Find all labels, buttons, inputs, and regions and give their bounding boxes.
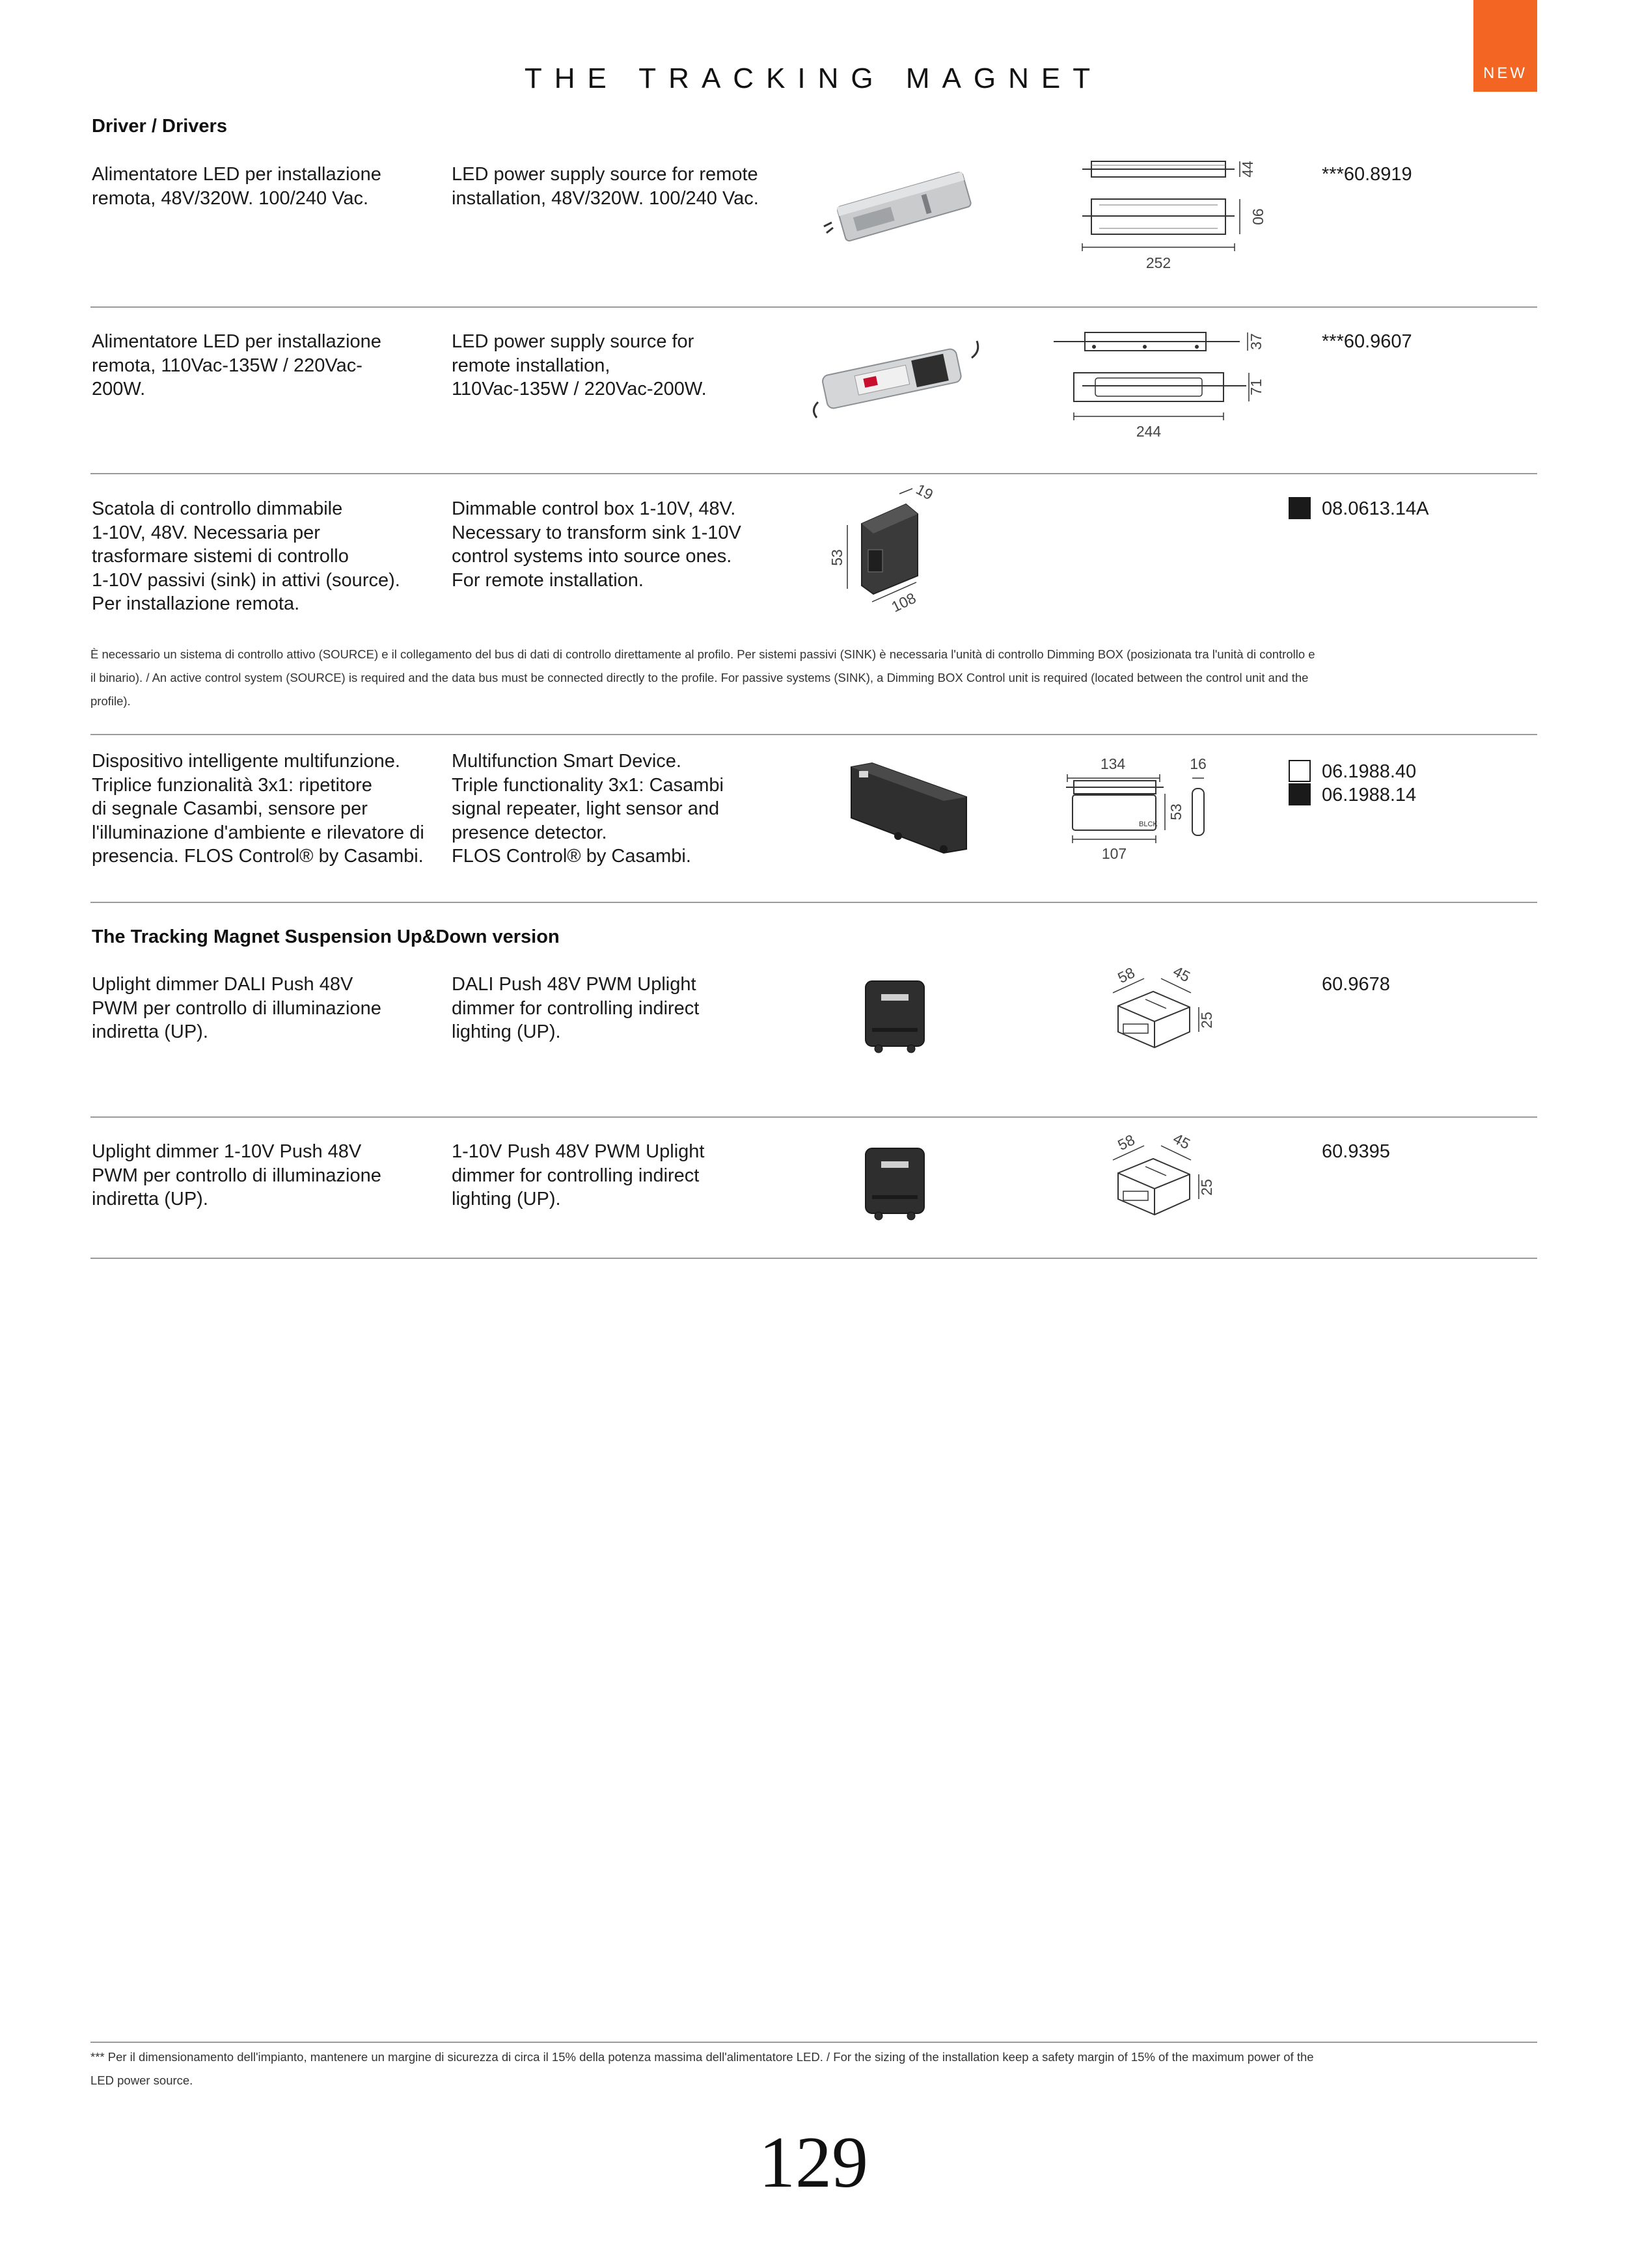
product-5-code: 60.9678	[1322, 974, 1390, 995]
product-4-dim-bottom: 107	[1101, 845, 1127, 862]
product-5-italian: Uplight dimmer DALI Push 48V PWM per controllo di illuminazione indiretta (UP).	[92, 974, 381, 1042]
footnote-divider	[90, 2042, 1537, 2043]
product-5-photo	[859, 976, 931, 1057]
product-6-drawing	[1106, 1129, 1237, 1231]
product-4-dim-depth: 16	[1190, 755, 1207, 772]
product-2-photo	[810, 338, 986, 423]
product-6-code: 60.9395	[1322, 1141, 1390, 1162]
page-title: THE TRACKING MAGNET	[524, 62, 1103, 94]
divider	[90, 473, 1537, 474]
product-3-english: Dimmable control box 1-10V, 48V. Necessary to transform sink 1-10V control systems into source ones. For remote installation.	[452, 498, 741, 591]
product-6-dim-c: 25	[1198, 1179, 1215, 1196]
product-2-dim-width: 71	[1248, 379, 1265, 396]
product-1-code: ***60.8919	[1322, 164, 1412, 185]
product-2-drawing	[1051, 322, 1265, 446]
product-6-italian: Uplight dimmer 1-10V Push 48V PWM per controllo di illuminazione indiretta (UP).	[92, 1141, 381, 1209]
product-1-dim-length: 252	[1145, 254, 1171, 271]
product-5-dim-c: 25	[1198, 1012, 1215, 1029]
product-1-english: LED power supply source for remote installation, 48V/320W. 100/240 Vac.	[452, 164, 759, 209]
divider	[90, 734, 1537, 735]
product-3-code: 08.0613.14A	[1322, 498, 1429, 519]
product-2-english: LED power supply source for remote installation, 110Vac-135W / 220Vac-200W.	[452, 331, 707, 399]
product-4-dim-top: 134	[1100, 755, 1126, 772]
product-4-code-white: 06.1988.40	[1322, 761, 1417, 782]
product-5-drawing	[1106, 962, 1237, 1064]
product-1-drawing	[1077, 156, 1266, 286]
finish-white-swatch	[1289, 760, 1311, 782]
product-1-photo	[827, 163, 983, 247]
new-badge-label: NEW	[1483, 64, 1527, 82]
finish-black-swatch	[1289, 497, 1311, 519]
product-2-dim-height: 37	[1248, 333, 1265, 350]
product-2-code: ***60.9607	[1322, 331, 1412, 352]
product-3-italian: Scatola di controllo dimmabile 1-10V, 48V. Necessaria per trasformare sistemi di controllo 1-10V passivi (sink) in attivi (source). Per installazione remota.	[92, 498, 400, 614]
divider	[90, 1116, 1537, 1118]
product-6-dim-b: 45	[1170, 1129, 1194, 1153]
finish-black-swatch	[1289, 783, 1311, 805]
product-6-english: 1-10V Push 48V PWM Uplight dimmer for controlling indirect lighting (UP).	[452, 1141, 705, 1209]
product-1-dim-width: 90	[1250, 208, 1266, 225]
section-heading-drivers: Driver / Drivers	[92, 116, 227, 137]
product-4-code-black: 06.1988.14	[1322, 785, 1417, 805]
product-5-dim-b: 45	[1170, 962, 1194, 986]
product-2-italian: Alimentatore LED per installazione remota, 110Vac-135W / 220Vac- 200W.	[92, 331, 381, 399]
product-3-drawing	[821, 480, 938, 615]
divider	[90, 1258, 1537, 1259]
product-3-dim-height: 53	[828, 549, 845, 566]
product-5-dim-a: 58	[1115, 964, 1138, 987]
product-4-italian: Dispositivo intelligente multifunzione. Triplice funzionalità 3x1: ripetitore di segnale Casambi, sensore per l'illuminazione d'ambiente e rilevatore di presencia. FLOS Control® by Casambi.	[92, 751, 424, 867]
product-6-photo	[859, 1143, 931, 1224]
footnote: *** Per il dimensionamento dell'impianto, mantenere un margine di sicurezza di circa il 15% della potenza massima dell'alimentatore LED. / For the sizing of the installation keep a safety margin of 15% of the maximum power of the LED power source.	[90, 2050, 1314, 2087]
product-2-dim-length: 244	[1136, 423, 1162, 440]
product-1-italian: Alimentatore LED per installazione remota, 48V/320W. 100/240 Vac.	[92, 164, 381, 209]
page-number: 129	[759, 2122, 868, 2203]
product-3-dim-length: 108	[888, 589, 919, 615]
product-4-english: Multifunction Smart Device. Triple functionality 3x1: Casambi signal repeater, light sensor and presence detector. FLOS Control® by Casambi.	[452, 751, 724, 867]
product-3-dim-depth: 19	[913, 480, 937, 504]
product-4-photo	[846, 758, 976, 862]
system-note: È necessario un sistema di controllo attivo (SOURCE) e il collegamento del bus di dati di controllo direttamente al profilo. Per sistemi passivi (SINK) è necessaria l'unità di controllo Dimming BOX (posizionata tra l'unità di controllo e il binario). / An active control system (SOURCE) is required and the data bus must be connected directly to the profile. For passive systems (SINK), a Dimming BOX Control unit is required (located between the control unit and the profile).	[90, 647, 1315, 708]
product-5-english: DALI Push 48V PWM Uplight dimmer for controlling indirect lighting (UP).	[452, 974, 700, 1042]
product-6-dim-a: 58	[1115, 1131, 1138, 1154]
divider	[90, 902, 1537, 903]
product-4-drawing-label: BLCK	[1139, 820, 1158, 828]
product-1-dim-height: 44	[1239, 161, 1256, 178]
section-heading-suspension: The Tracking Magnet Suspension Up&Down version	[92, 926, 560, 947]
divider	[90, 306, 1537, 308]
product-4-drawing	[1061, 755, 1230, 865]
product-4-dim-height: 53	[1168, 803, 1184, 820]
